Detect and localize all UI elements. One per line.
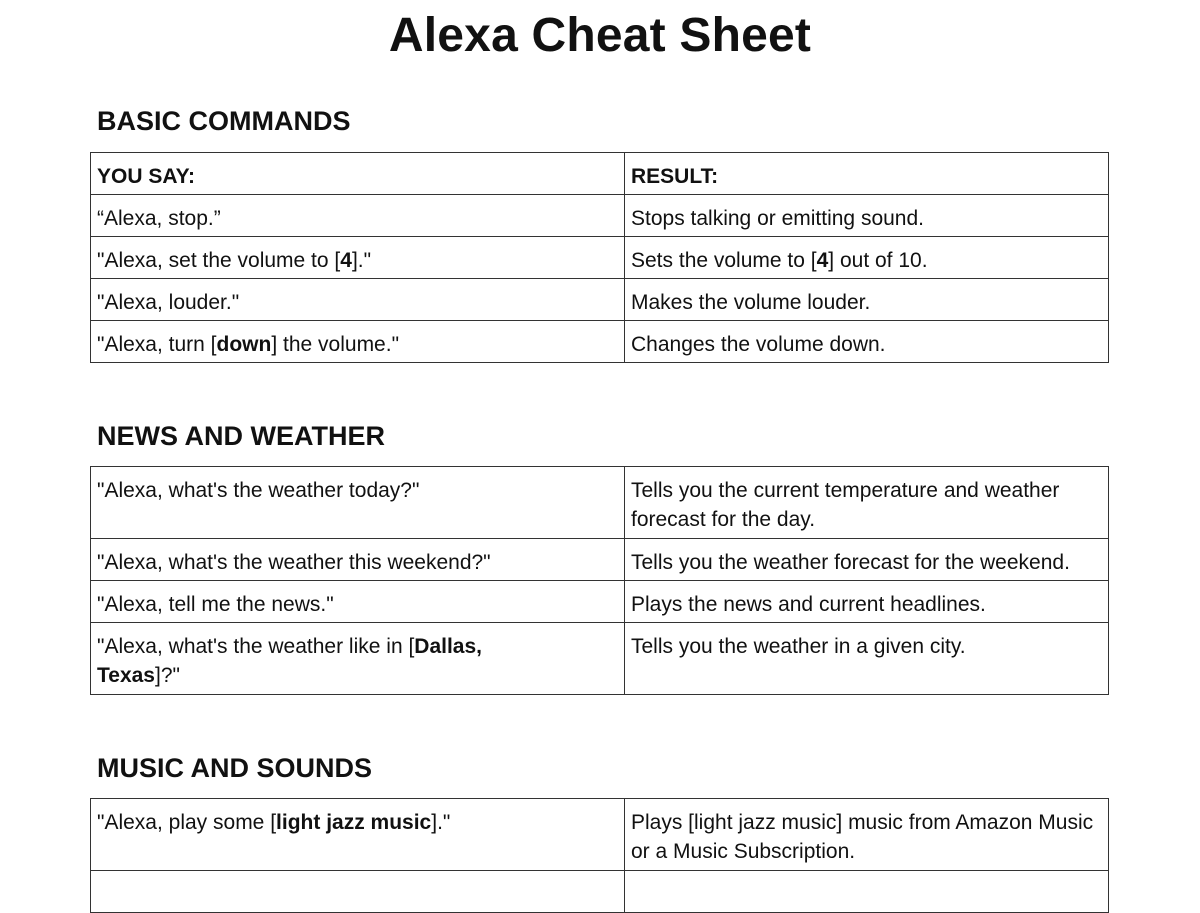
column-header-you-say: YOU SAY:	[91, 153, 625, 195]
result-cell	[625, 539, 1109, 581]
table-row	[91, 623, 1109, 695]
you-say-cell	[91, 195, 625, 237]
table-row	[91, 279, 1109, 321]
table-header-row	[91, 153, 1109, 195]
you-say-text: ]."	[431, 811, 451, 834]
result-cell	[625, 467, 1109, 539]
table-row-partial	[91, 871, 1109, 913]
page-title: Alexa Cheat Sheet	[388, 9, 812, 62]
table-row	[91, 581, 1109, 623]
you-say-cell	[91, 321, 625, 363]
result-cell	[625, 871, 1109, 913]
you-say-text: "Alexa, turn [	[97, 333, 217, 356]
you-say-bold-text: Dallas, Texas	[97, 635, 483, 687]
you-say-cell	[91, 871, 625, 913]
result-cell	[625, 237, 1109, 279]
basic-commands-table	[90, 152, 1109, 363]
you-say-cell	[91, 581, 625, 623]
section-heading-basic-commands: BASIC COMMANDS	[97, 106, 351, 136]
result-cell	[625, 321, 1109, 363]
result-bold-text: 4	[816, 249, 829, 272]
table-row	[91, 237, 1109, 279]
table-row	[91, 467, 1109, 539]
result-cell	[625, 581, 1109, 623]
you-say-bold-text: light jazz music	[276, 811, 432, 834]
table-row	[91, 539, 1109, 581]
you-say-text: "Alexa, what's the weather this weekend?"	[97, 551, 491, 574]
you-say-cell	[91, 623, 625, 695]
you-say-cell	[91, 467, 625, 539]
table-row	[91, 799, 1109, 871]
you-say-text: “Alexa, stop.”	[97, 207, 221, 230]
result-text: Tells you the current temperature and weather forecast for the day.	[631, 479, 1060, 531]
you-say-text: "Alexa, what's the weather today?"	[97, 479, 420, 502]
you-say-text: "Alexa, tell me the news."	[97, 593, 334, 616]
result-text: Tells you the weather forecast for the weekend.	[631, 551, 1070, 574]
you-say-text: "Alexa, set the volume to [	[97, 249, 341, 272]
table-row	[91, 321, 1109, 363]
you-say-cell	[91, 539, 625, 581]
section-heading-news-and-weather: NEWS AND WEATHER	[97, 421, 385, 451]
you-say-bold-text: down	[216, 333, 272, 356]
result-text: Tells you the weather in a given city.	[631, 635, 966, 658]
you-say-cell	[91, 799, 625, 871]
you-say-text: ] the volume."	[271, 333, 400, 356]
result-cell	[625, 623, 1109, 695]
you-say-cell	[91, 279, 625, 321]
music-and-sounds-table	[90, 798, 1109, 913]
result-text: ] out of 10.	[828, 249, 928, 272]
result-cell	[625, 799, 1109, 871]
you-say-text: "Alexa, play some [	[97, 811, 277, 834]
table-row	[91, 195, 1109, 237]
result-text: Plays [light jazz music] music from Amazon Music or a Music Subscription.	[631, 811, 1094, 863]
you-say-text: "Alexa, what's the weather like in [	[97, 635, 415, 658]
you-say-text: "Alexa, louder."	[97, 291, 240, 314]
you-say-cell	[91, 237, 625, 279]
result-cell	[625, 279, 1109, 321]
you-say-text: ]?"	[155, 664, 180, 687]
you-say-text: ]."	[351, 249, 372, 272]
result-text: Changes the volume down.	[631, 333, 886, 356]
result-text: Stops talking or emitting sound.	[631, 207, 924, 230]
you-say-bold-text: 4	[340, 249, 352, 272]
result-text: Plays the news and current headlines.	[631, 593, 986, 616]
result-text: Makes the volume louder.	[631, 291, 871, 314]
result-text: Sets the volume to [	[631, 249, 817, 272]
column-header-result: RESULT:	[625, 153, 1109, 195]
news-and-weather-table	[90, 466, 1109, 695]
section-heading-music-and-sounds: MUSIC AND SOUNDS	[97, 753, 373, 783]
result-cell	[625, 195, 1109, 237]
